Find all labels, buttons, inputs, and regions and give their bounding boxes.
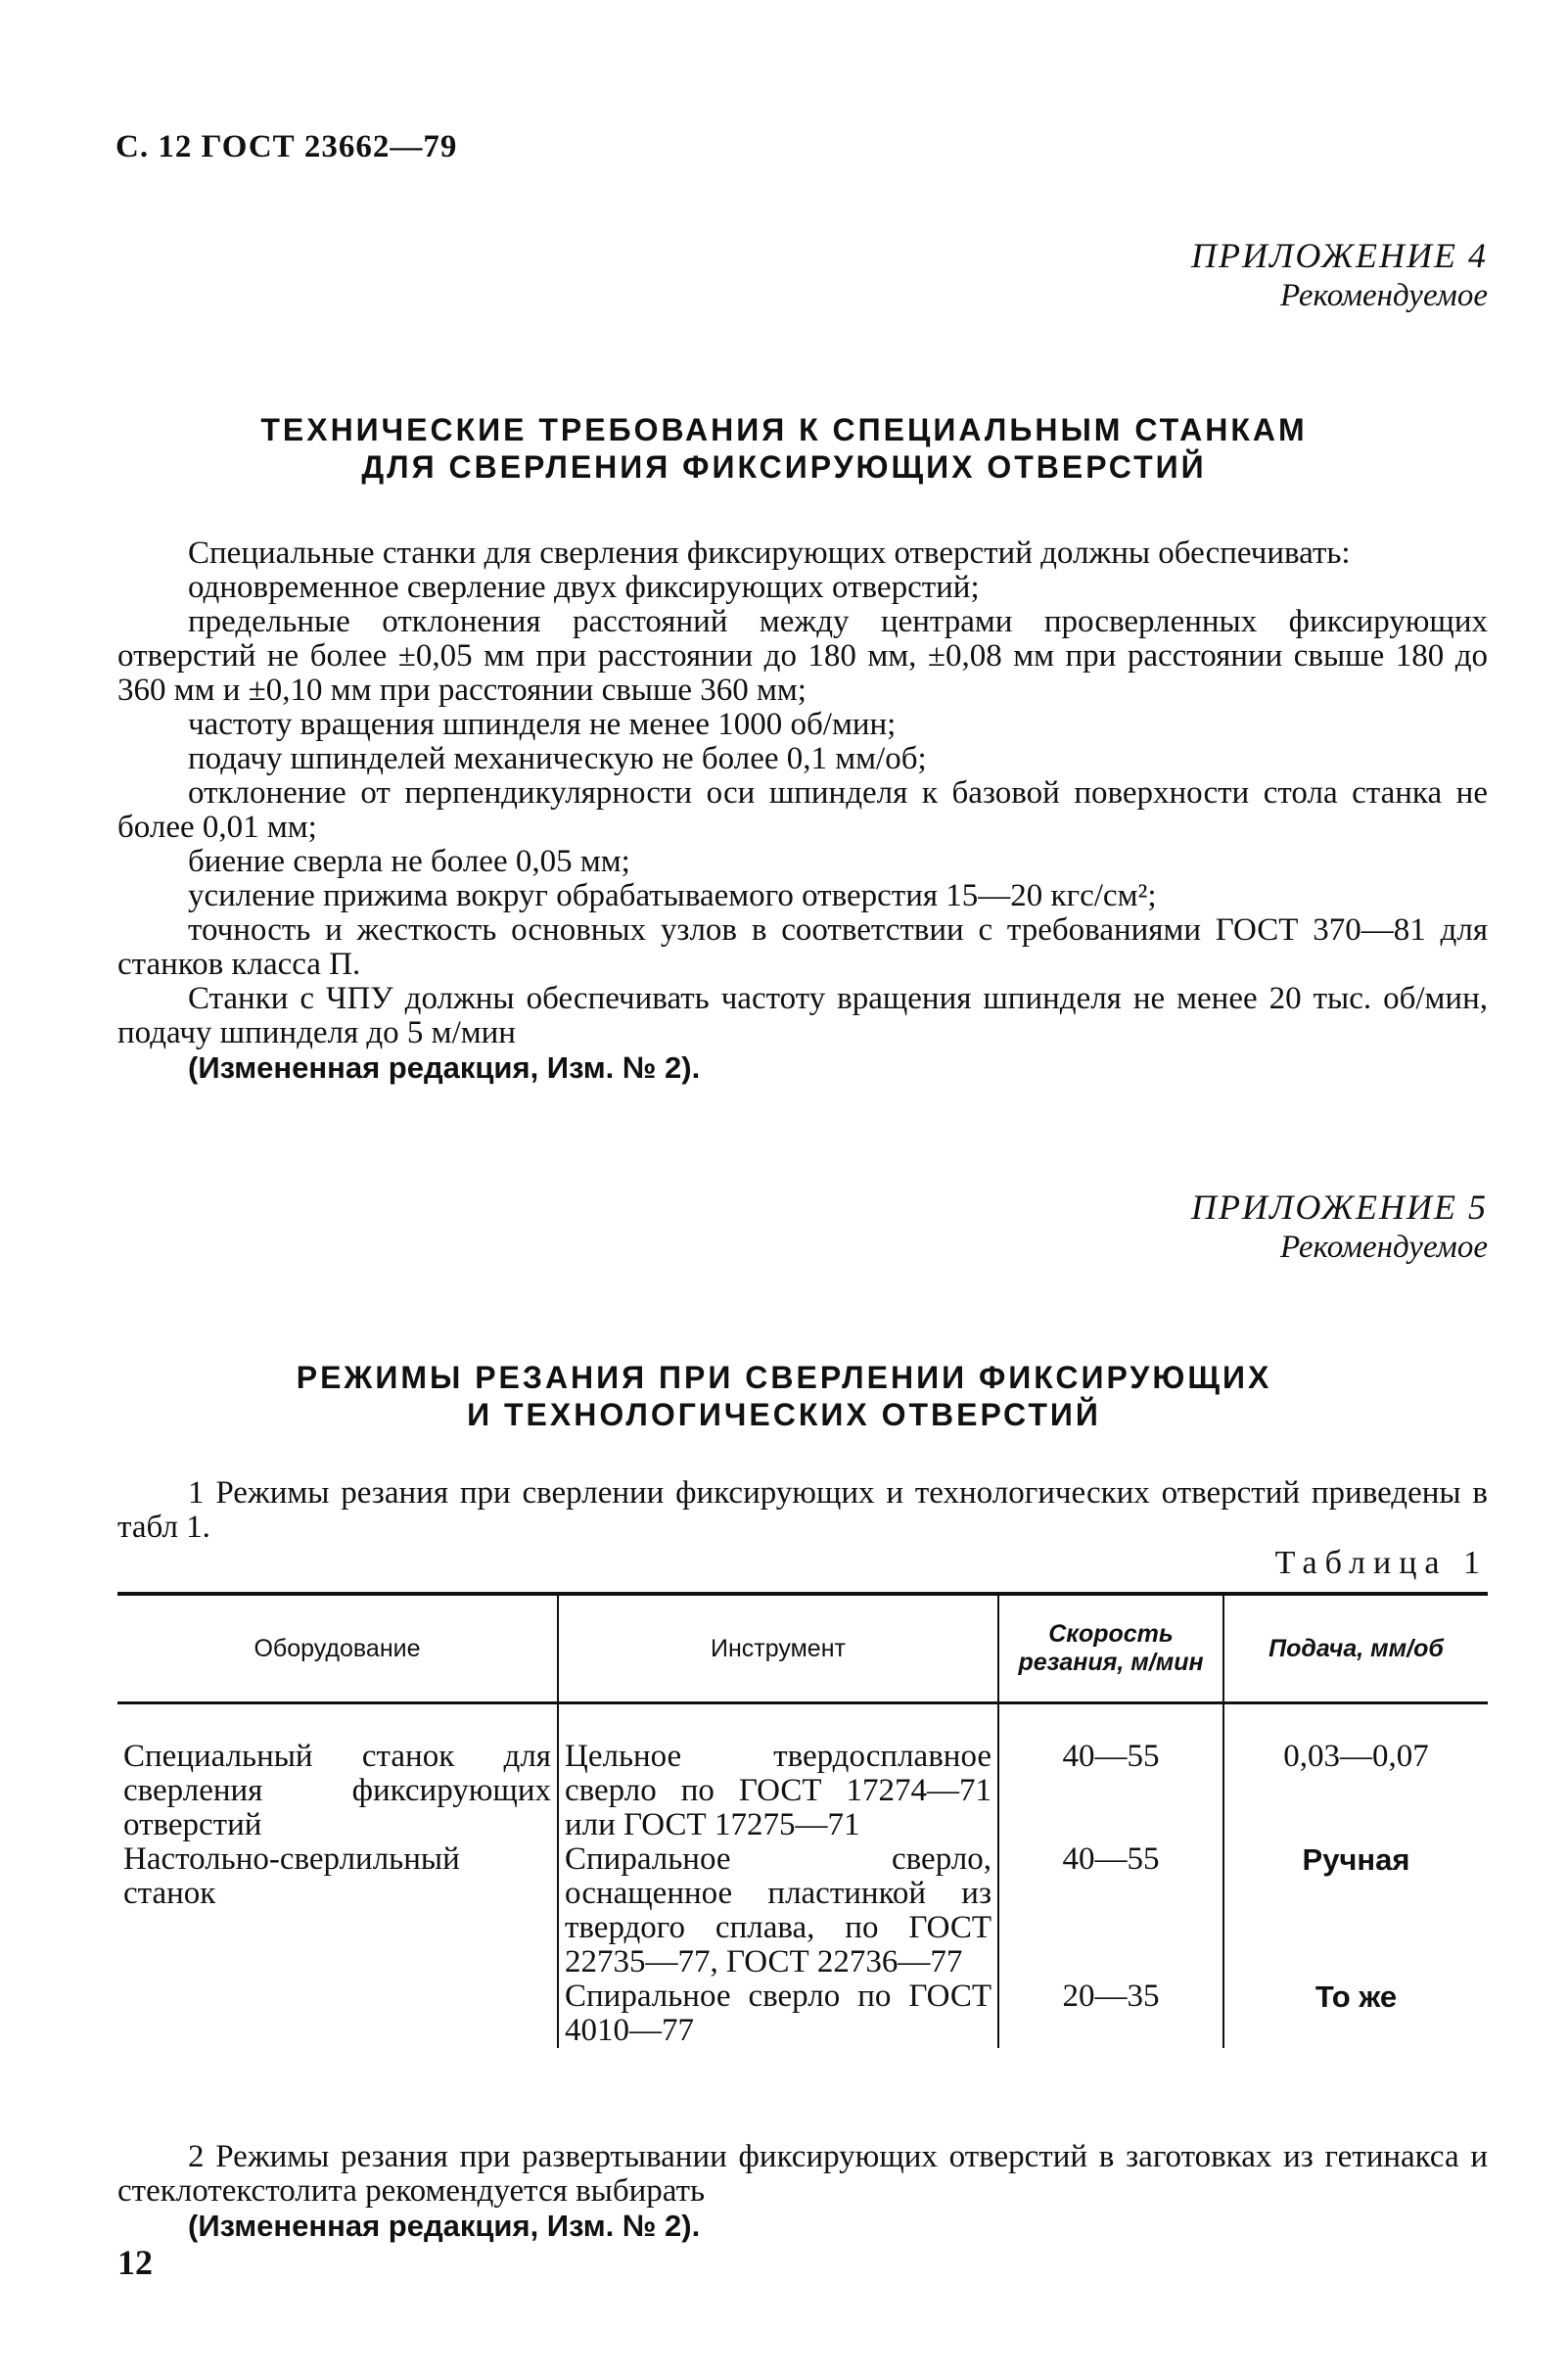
revision-note: (Измененная редакция, Изм. № 2). bbox=[188, 1050, 701, 1085]
section-2-title-line-1: РЕЖИМЫ РЕЗАНИЯ ПРИ СВЕРЛЕНИИ ФИКСИРУЮЩИХ bbox=[296, 1360, 1272, 1395]
section-1-title-line-1: ТЕХНИЧЕСКИЕ ТРЕБОВАНИЯ К СПЕЦИАЛЬНЫМ СТАНКАМ bbox=[260, 412, 1308, 447]
appendix-5-number: ПРИЛОЖЕНИЕ 5 bbox=[1191, 1188, 1488, 1227]
cutting-modes-table bbox=[117, 1592, 1488, 2048]
page-number: 12 bbox=[117, 2243, 153, 2282]
paragraph: Специальные станки для сверления фиксирующих отверстий должны обеспечивать: bbox=[188, 536, 1351, 571]
section-1-title-line-2: ДЛЯ СВЕРЛЕНИЯ ФИКСИРУЮЩИХ ОТВЕРСТИЙ bbox=[361, 449, 1207, 485]
cell-speed: 40—55 bbox=[998, 1842, 1223, 1979]
section-2-title bbox=[0, 1359, 1568, 1433]
column-header-equipment: Оборудование bbox=[117, 1594, 558, 1703]
cell-feed: Ручная bbox=[1223, 1842, 1488, 1979]
section-2-intro bbox=[117, 1476, 1488, 1545]
column-header-feed: Подача, мм/об bbox=[1223, 1594, 1488, 1703]
paragraph: частоту вращения шпинделя не менее 1000 об/мин; bbox=[188, 707, 897, 742]
paragraph: усиление прижима вокруг обрабатываемого отверстия 15—20 кгс/см²; bbox=[188, 878, 1157, 913]
table-row bbox=[117, 1979, 1488, 2048]
appendix-5-label bbox=[1191, 1187, 1488, 1266]
cell-feed: То же bbox=[1223, 1979, 1488, 2048]
cell-tool: Спиральное сверло по ГОСТ 4010—77 bbox=[558, 1979, 998, 2048]
cell-equipment: Специальный станок для сверления фиксирующих отверстий bbox=[123, 1739, 551, 1842]
cell-feed: 0,03—0,07 bbox=[1223, 1703, 1488, 1843]
table-row bbox=[117, 1703, 1488, 1843]
paragraph: подачу шпинделей механическую не более 0,1 мм/об; bbox=[188, 741, 927, 776]
document-header: С. 12 ГОСТ 23662—79 bbox=[115, 129, 458, 164]
section-1-title bbox=[0, 411, 1568, 486]
column-header-speed: Скорость резания, м/мин bbox=[998, 1594, 1223, 1703]
cell-tool: Спиральное сверло, оснащенное пластинкой из твердого сплава, по ГОСТ 22735—77, ГОСТ 22736—77 bbox=[558, 1842, 998, 1979]
appendix-4-number: ПРИЛОЖЕНИЕ 4 bbox=[1191, 236, 1488, 275]
paragraph: Станки с ЧПУ должны обеспечивать частоту вращения шпинделя не менее 20 тыс. об/мин, подачу шпинделя до 5 м/мин bbox=[117, 981, 1488, 1050]
table-row bbox=[117, 1842, 1488, 1979]
appendix-4-label bbox=[1191, 235, 1488, 314]
section-2-closing bbox=[117, 2140, 1488, 2243]
section-1-body bbox=[117, 536, 1488, 1085]
paragraph: отклонение от перпендикулярности оси шпинделя к базовой поверхности стола станка не более 0,01 мм; bbox=[117, 775, 1488, 845]
cell-speed: 20—35 bbox=[998, 1979, 1223, 2048]
section-2-title-line-2: И ТЕХНОЛОГИЧЕСКИХ ОТВЕРСТИЙ bbox=[467, 1397, 1101, 1432]
paragraph: 2 Режимы резания при развертывании фиксирующих отверстий в заготовках из гетинакса и стеклотекстолита рекомендуется выбирать bbox=[117, 2139, 1488, 2209]
cell-equipment bbox=[117, 1979, 558, 2048]
cell-tool: Цельное твердосплавное сверло по ГОСТ 17274—71 или ГОСТ 17275—71 bbox=[558, 1703, 998, 1843]
revision-note: (Измененная редакция, Изм. № 2). bbox=[188, 2209, 701, 2243]
cell-speed: 40—55 bbox=[998, 1703, 1223, 1843]
cell-equipment: Настольно-сверлильный станок bbox=[123, 1841, 460, 1911]
paragraph: одновременное сверление двух фиксирующих отверстий; bbox=[188, 570, 980, 605]
table-label: Таблица 1 bbox=[1274, 1545, 1488, 1581]
paragraph: точность и жесткость основных узлов в соответствии с требованиями ГОСТ 370—81 для станков класса П. bbox=[117, 912, 1488, 982]
paragraph: биение сверла не более 0,05 мм; bbox=[188, 844, 630, 879]
paragraph: предельные отклонения расстояний между центрами просверленных фиксирующих отверстий не более ±0,05 мм при расстоянии до 180 мм, ±0,08 мм при расстоянии свыше 180 до 360 мм и ±0,10 мм при расстоянии свыше 360 мм; bbox=[117, 604, 1488, 708]
appendix-5-status: Рекомендуемое bbox=[1279, 1230, 1488, 1265]
appendix-4-status: Рекомендуемое bbox=[1279, 278, 1488, 313]
table-header-row bbox=[117, 1594, 1488, 1703]
paragraph: 1 Режимы резания при сверлении фиксирующих и технологических отверстий приведены в табл 1. bbox=[117, 1475, 1488, 1545]
column-header-tool: Инструмент bbox=[558, 1594, 998, 1703]
